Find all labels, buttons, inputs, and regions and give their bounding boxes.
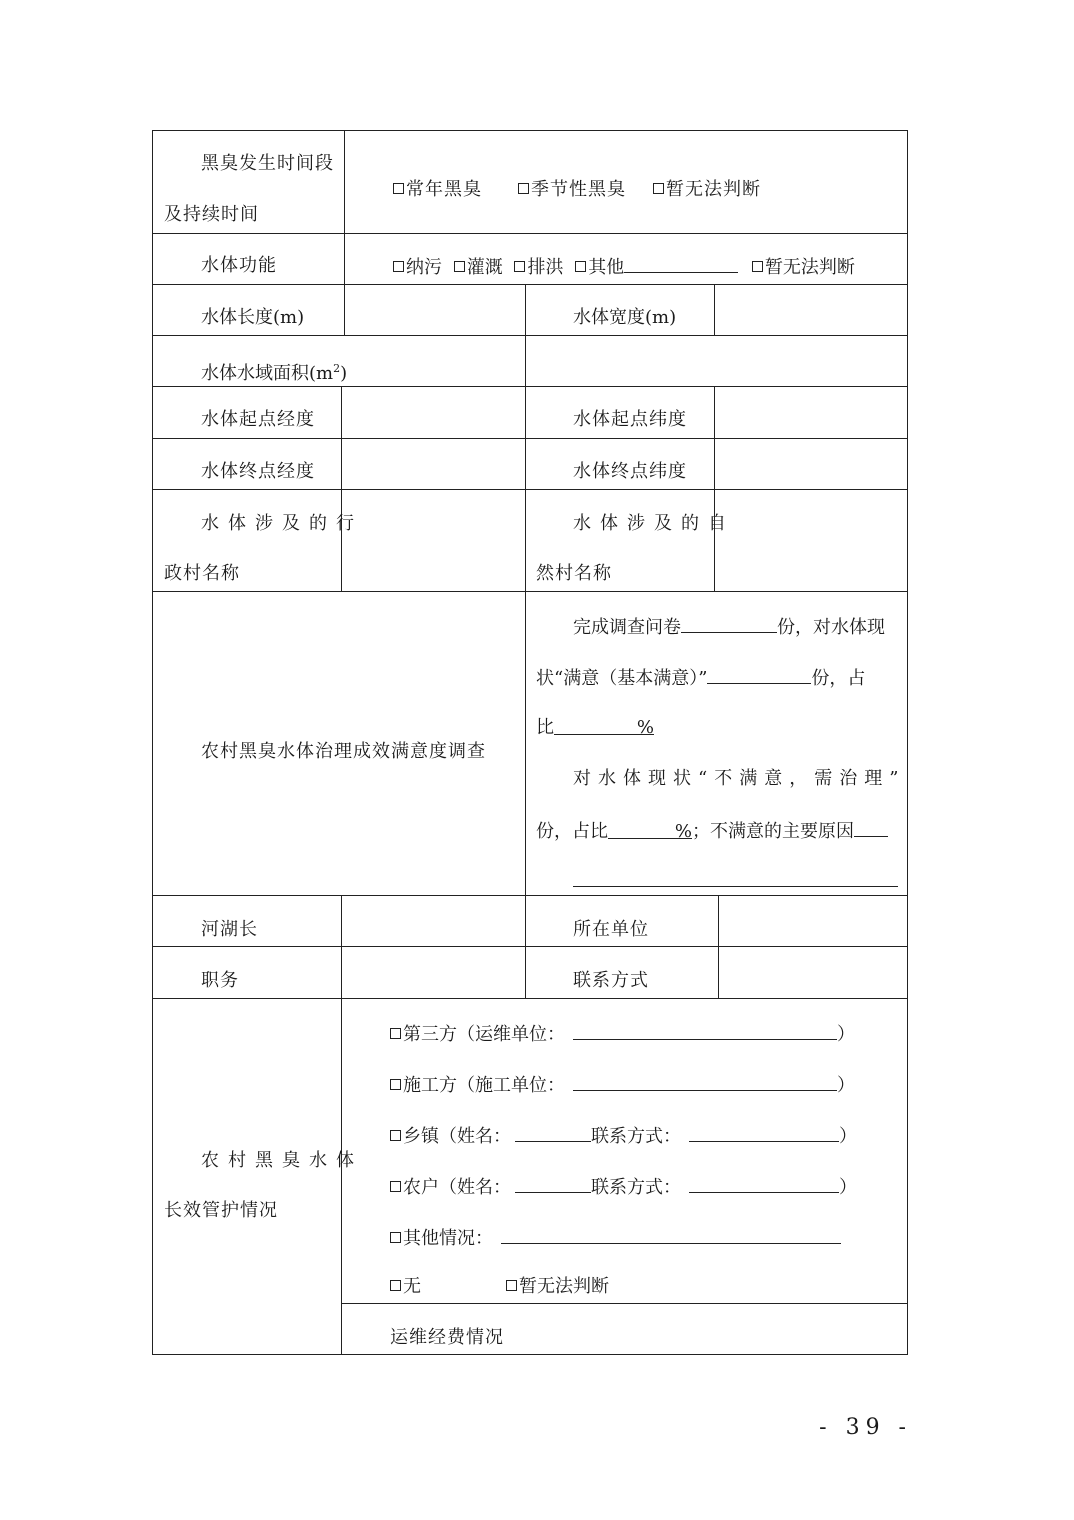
option-other[interactable]: 其他 xyxy=(575,257,624,278)
option-none[interactable]: 无 xyxy=(390,1275,421,1299)
survey-line4: 对水体现状“不满意，需治理” xyxy=(573,768,906,789)
checkbox-icon xyxy=(752,261,763,272)
survey-line1: 完成调查问卷 份，对水体现 xyxy=(573,614,885,640)
water-function-label: 水体功能 xyxy=(201,255,277,276)
duty-label: 职务 xyxy=(201,970,239,991)
township-name-blank[interactable] xyxy=(515,1123,591,1142)
survey-line2: 状“满意（基本满意）” 份，占 xyxy=(536,665,865,691)
area-label: 水体水域面积$(m^2)$ xyxy=(201,362,348,384)
farmer-contact-blank[interactable] xyxy=(689,1174,839,1193)
checkbox-icon xyxy=(454,261,465,272)
option-farmer[interactable]: 农户（姓名： 联系方式： ） xyxy=(390,1174,857,1200)
checkbox-icon xyxy=(575,261,586,272)
length-label: 水体长度(m) xyxy=(201,307,305,328)
third-party-blank[interactable] xyxy=(573,1021,837,1040)
satisfied-count-blank[interactable] xyxy=(707,665,811,684)
option-contractor[interactable]: 施工方（施工单位： ） xyxy=(390,1072,855,1098)
reason-blank-start[interactable] xyxy=(854,818,888,837)
end-longitude-label: 水体终点经度 xyxy=(201,461,315,482)
other-management-blank[interactable] xyxy=(501,1225,841,1244)
checkbox-icon xyxy=(393,261,404,272)
checkbox-icon xyxy=(518,183,529,194)
checkbox-icon xyxy=(653,183,664,194)
start-longitude-label: 水体起点经度 xyxy=(201,409,315,430)
management-label-line2: 长效管护情况 xyxy=(164,1200,278,1221)
option-undetermined-management[interactable]: 暂无法判断 xyxy=(506,1275,609,1299)
option-third-party[interactable]: 第三方（运维单位： ） xyxy=(390,1021,855,1047)
checkbox-icon xyxy=(390,1280,401,1291)
occurrence-label-line1: 黑臭发生时间段 xyxy=(201,153,334,174)
contact-label: 联系方式 xyxy=(573,970,649,991)
option-flood-drainage[interactable]: 排洪 xyxy=(514,257,563,278)
admin-village-label-line1: 水体涉及的行 xyxy=(201,513,363,534)
water-function-options xyxy=(393,254,855,280)
survey-label: 农村黑臭水体治理成效满意度调查 xyxy=(201,741,486,762)
checkbox-icon xyxy=(390,1130,401,1141)
end-latitude-label: 水体终点纬度 xyxy=(573,461,687,482)
questionnaire-count-blank[interactable] xyxy=(681,614,777,633)
survey-line5: 份，占比 %；不满意的主要原因 xyxy=(536,818,888,844)
start-latitude-label: 水体起点纬度 xyxy=(573,409,687,430)
contractor-blank[interactable] xyxy=(573,1072,837,1091)
satisfied-percent-blank[interactable]: % xyxy=(554,716,654,735)
option-undetermined[interactable]: 暂无法判断 xyxy=(653,178,761,202)
reason-blank-line[interactable] xyxy=(573,886,898,887)
checkbox-icon xyxy=(393,183,404,194)
checkbox-icon xyxy=(390,1079,401,1090)
checkbox-icon xyxy=(390,1181,401,1192)
checkbox-icon xyxy=(506,1280,517,1291)
checkbox-icon xyxy=(390,1028,401,1039)
option-other-management[interactable]: 其他情况： xyxy=(390,1225,841,1251)
option-irrigation[interactable]: 灌溉 xyxy=(454,257,503,278)
occurrence-label-line2: 及持续时间 xyxy=(164,204,259,225)
management-label-line1: 农村黑臭水体 xyxy=(201,1150,363,1171)
option-seasonal[interactable]: 季节性黑臭 xyxy=(518,178,626,202)
unsatisfied-percent-blank[interactable]: % xyxy=(608,820,692,839)
survey-line3: 比 % xyxy=(536,717,654,738)
organization-label: 所在单位 xyxy=(573,919,649,940)
page-number: - 39 - xyxy=(819,1415,912,1440)
option-year-round[interactable]: 常年黑臭 xyxy=(393,178,482,202)
option-township[interactable]: 乡镇（姓名： 联系方式： ） xyxy=(390,1123,857,1149)
natural-village-label-line1: 水体涉及的自 xyxy=(573,513,735,534)
township-contact-blank[interactable] xyxy=(689,1123,839,1142)
natural-village-label-line2: 然村名称 xyxy=(536,563,612,584)
farmer-name-blank[interactable] xyxy=(515,1174,591,1193)
option-undetermined-function[interactable]: 暂无法判断 xyxy=(752,257,855,278)
river-chief-label: 河湖长 xyxy=(201,919,258,940)
width-label: 水体宽度(m) xyxy=(573,307,677,328)
other-blank[interactable] xyxy=(624,254,738,273)
checkbox-icon xyxy=(390,1232,401,1243)
option-sewage[interactable]: 纳污 xyxy=(393,257,442,278)
maintenance-funds-label: 运维经费情况 xyxy=(390,1327,504,1348)
admin-village-label-line2: 政村名称 xyxy=(164,563,240,584)
checkbox-icon xyxy=(514,261,525,272)
